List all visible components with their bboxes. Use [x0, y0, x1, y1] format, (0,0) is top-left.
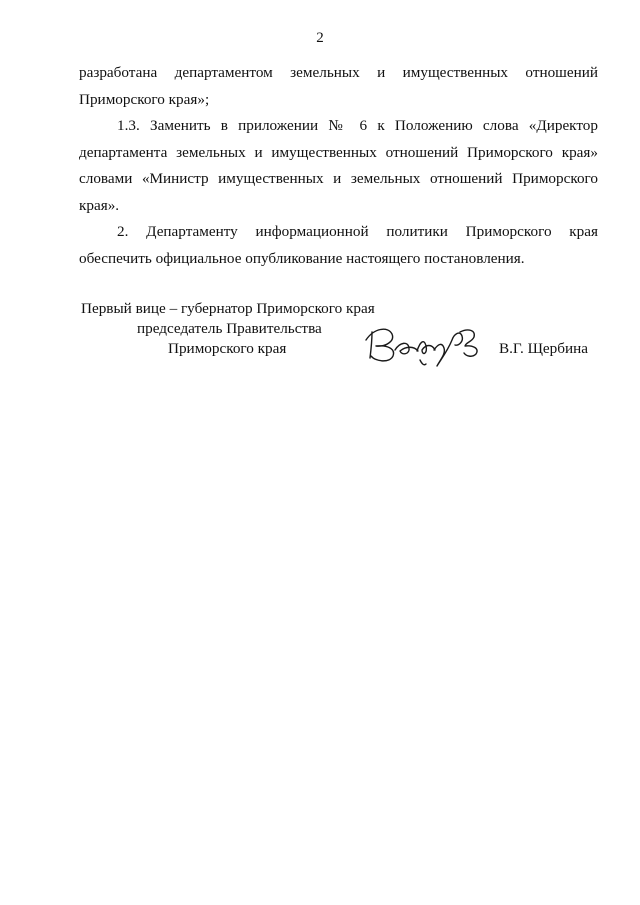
paragraph-continuation: разработана департаментом земельных и имущественных отношений Приморского края»;	[79, 64, 598, 108]
signature-block	[0, 300, 640, 380]
page-number: 2	[316, 30, 324, 46]
signer-name: В.Г. Щербина	[499, 340, 588, 357]
signer-position-line-2: председатель Правительства	[137, 320, 322, 337]
paragraph-1-3: 1.3. Заменить в приложении № 6 к Положению слова «Директор департамента земельных и имущественных отношений Приморского края» словами «Министр имущественных и земельных отношений Приморского края».	[79, 117, 598, 214]
paragraph-2: 2. Департаменту информационной политики Приморского края обеспечить официальное опубликование настоящего постановления.	[79, 223, 598, 267]
document-body	[79, 60, 598, 272]
signer-position-line-1: Первый вице – губернатор Приморского края	[81, 300, 375, 317]
handwritten-signature	[362, 320, 486, 368]
signer-position-line-3: Приморского края	[168, 340, 287, 357]
